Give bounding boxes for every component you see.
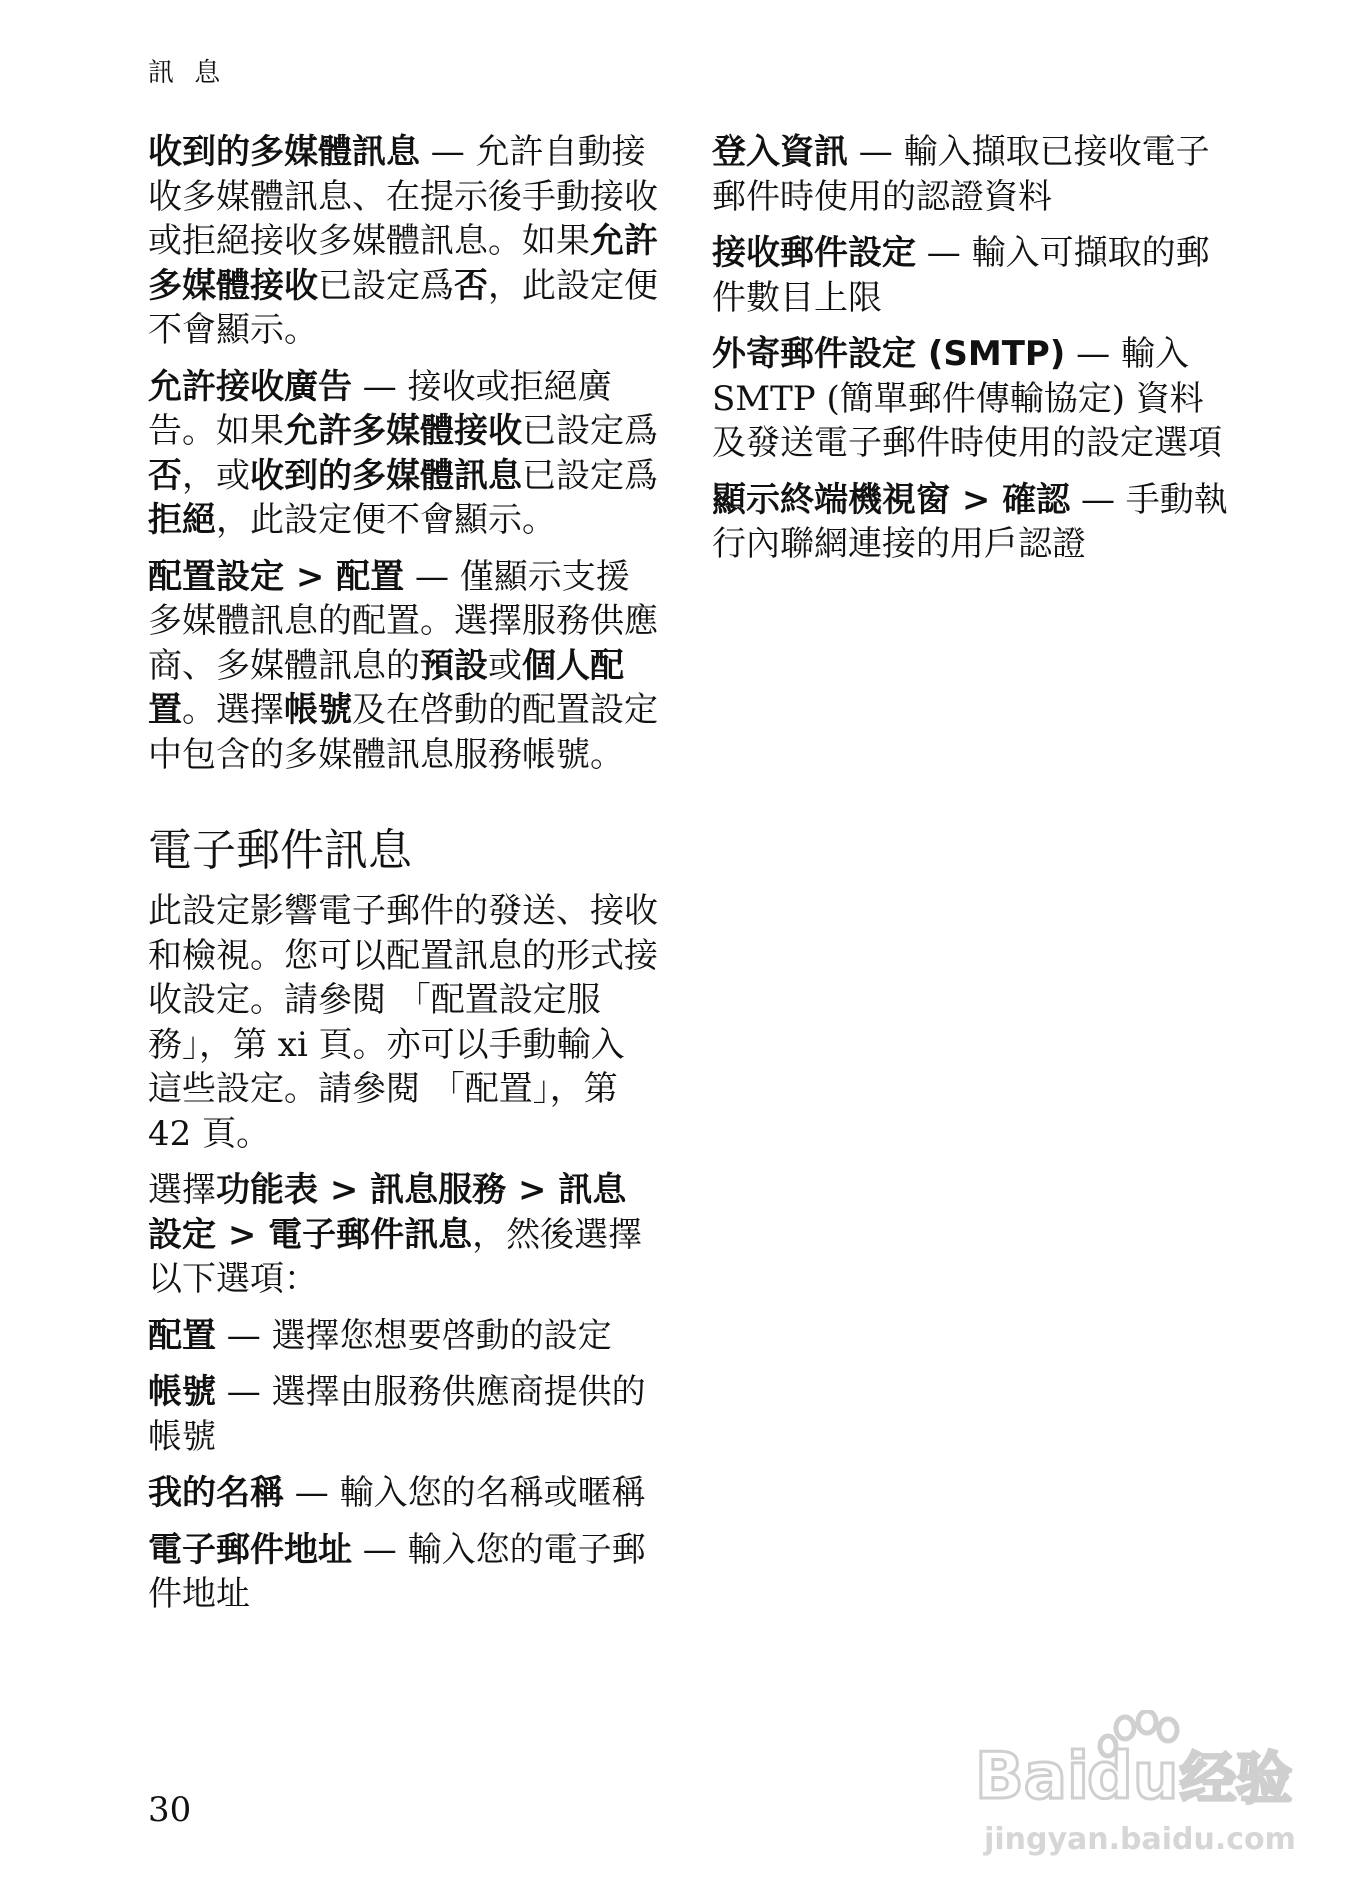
term: 我的名稱: [148, 1473, 284, 1513]
description: — 輸入 SMTP (簡單郵件傳輸協定) 資料及發送電子郵件時使用的設定選項: [712, 334, 1222, 463]
option-outgoing-mail: [712, 332, 1232, 466]
term: 否: [454, 265, 488, 306]
description: — 輸入您的電子郵件地址: [148, 1529, 646, 1614]
menu-path: [148, 1168, 658, 1302]
term: 允許多媒體接收: [284, 411, 522, 451]
description: — 輸入擷取已接收電子郵件時使用的認證資料: [712, 132, 1210, 217]
description: 已設定爲: [522, 411, 658, 451]
description: — 允許自動接收多媒體訊息、在提示後手動接收或拒絕接收多媒體訊息。如果: [148, 132, 658, 261]
term: 外寄郵件設定 (SMTP): [712, 334, 1066, 374]
baidu-watermark: [975, 1710, 1305, 1860]
option-config-settings: [148, 555, 658, 778]
option-configuration: [148, 1314, 658, 1359]
option-received-mms: [148, 130, 658, 353]
description: — 僅顯示支援多媒體訊息的配置。選擇服務供應商、多媒體訊息的: [148, 556, 658, 686]
description: — 選擇您想要啓動的設定: [216, 1315, 612, 1356]
term: 接收郵件設定: [712, 233, 916, 273]
term: 配置: [148, 1315, 216, 1356]
option-account: [148, 1370, 658, 1459]
page-number: 30: [148, 1790, 192, 1830]
term: 帳號: [148, 1372, 216, 1412]
running-header: 訊 息: [148, 58, 227, 88]
term: 電子郵件地址: [148, 1529, 352, 1570]
term: 否: [148, 455, 182, 496]
option-allow-ads: [148, 365, 658, 543]
description: ，然後選擇以下選項：: [148, 1214, 643, 1299]
description: 已設定爲: [522, 455, 658, 496]
section-title: 電子郵件訊息: [148, 825, 412, 876]
description: — 選擇由服務供應商提供的帳號: [148, 1372, 646, 1457]
option-login-info: [712, 130, 1232, 219]
term: 登入資訊: [712, 132, 848, 172]
term: 預設: [420, 645, 488, 686]
description: ，此設定便不會顯示。: [148, 265, 658, 350]
description: 及在啓動的配置設定中包含的多媒體訊息服務帳號。: [148, 690, 658, 775]
section-intro: 此設定影響電子郵件的發送、接收和檢視。您可以配置訊息的形式接收設定。請參閱 「配置設定服務」，第 xi 頁。亦可以手動輸入這些設定。請參閱 「配置」，第 42 頁。: [148, 891, 658, 1154]
term: 帳號: [284, 690, 352, 730]
term: 收到的多媒體訊息: [148, 132, 420, 172]
description: ，或: [182, 455, 250, 496]
description: — 接收或拒絕廣告。如果: [148, 366, 612, 451]
svg-text:经验: 经验: [1180, 1747, 1292, 1812]
term: 拒絕: [148, 500, 216, 540]
description: — 輸入您的名稱或暱稱: [284, 1473, 646, 1513]
description: — 輸入可擷取的郵件數目上限: [712, 233, 1210, 318]
left-column: [148, 130, 658, 1629]
term: 顯示終端機視窗 > 確認: [712, 479, 1071, 520]
description: 或: [488, 645, 522, 686]
right-column: [712, 130, 1232, 579]
description: 已設定爲: [318, 265, 454, 306]
term: 允許接收廣告: [148, 366, 352, 407]
option-terminal-window: [712, 478, 1232, 567]
term: 允許多媒體接收: [148, 221, 658, 306]
term: 配置設定 > 配置: [148, 556, 405, 597]
description: 選擇: [148, 1170, 216, 1210]
option-email-address: [148, 1528, 658, 1617]
description: — 手動執行內聯網連接的用戶認證: [712, 479, 1228, 564]
description: 。選擇: [182, 690, 284, 730]
option-incoming-mail: [712, 231, 1232, 320]
svg-text:du: du: [1087, 1740, 1179, 1814]
option-my-name: [148, 1471, 658, 1516]
svg-text:Bai: Bai: [975, 1740, 1089, 1814]
baidu-jingyan-logo-icon: [975, 1710, 1305, 1820]
term: 收到的多媒體訊息: [250, 455, 522, 496]
term: 個人配置: [148, 645, 624, 730]
watermark-url: jingyan.baidu.com: [984, 1822, 1296, 1857]
description: ，此設定便不會顯示。: [216, 500, 556, 540]
term: 功能表 > 訊息服務 > 訊息設定 > 電子郵件訊息: [148, 1170, 627, 1255]
